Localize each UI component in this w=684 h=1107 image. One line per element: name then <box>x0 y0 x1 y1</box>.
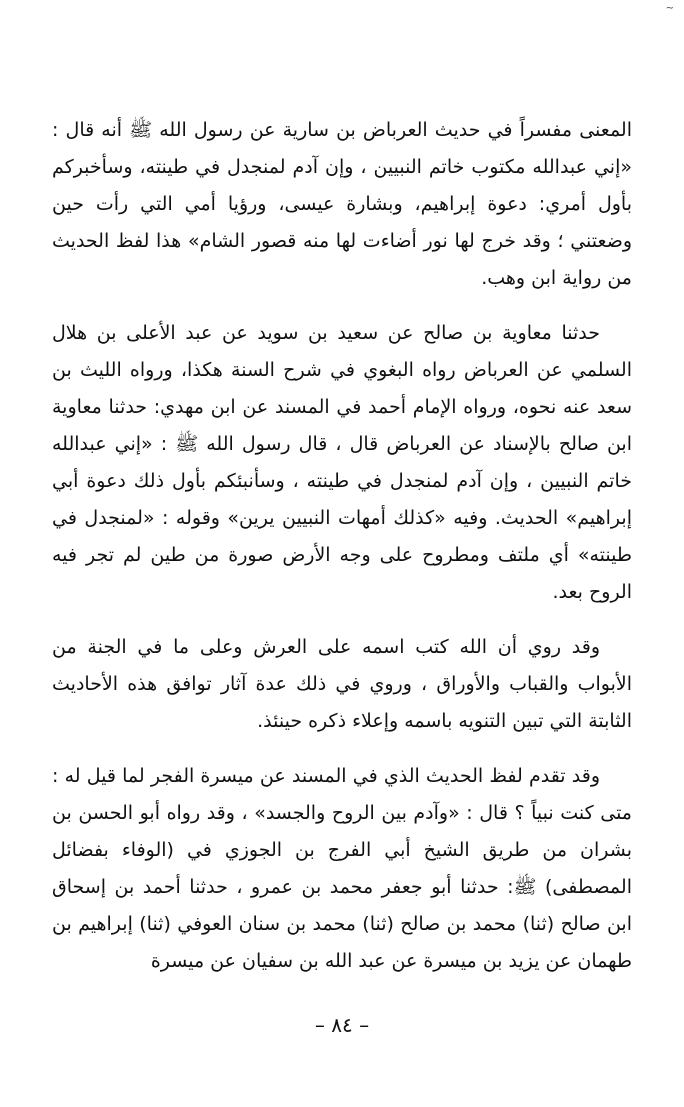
paragraph-3: وقد روي أن الله كتب اسمه على العرش وعلى ما في الجنة من الأبواب والقباب والأوراق ، وروي في ذلك عدة آثار توافق هذه الأحاديث الثابتة التي تبين التنويه باسمه وإعلاء ذكره حينئذ. <box>52 636 632 732</box>
page-number: – ٨٤ – <box>314 1013 370 1037</box>
paragraph-1: المعنى مفسراً في حديث العرباض بن سارية عن رسول الله ﷺ أنه قال : «إني عبدالله مكتوب خاتم النبيين ، وإن آدم لمنجدل في طينته، وسأخبركم بأول أمري: دعوة إبراهيم، وبشارة عيسى، ورؤيا أمي التي رأت حين وضعتني ؛ وقد خرج لها نور أضاءت لها منه قصور الشام» هذا لفظ الحديث من رواية ابن وهب. <box>52 119 632 289</box>
paragraph-2: حدثنا معاوية بن صالح عن سعيد بن سويد عن عبد الأعلى بن هلال السلمي عن العرباض رواه البغوي في شرح السنة هكذا، ورواه الليث بن سعد عنه نحوه، ورواه الإمام أحمد في المسند عن ابن مهدي: حدثنا معاوية ابن صالح بالإسناد عن العرباض قال ، قال رسول الله ﷺ : «إني عبدالله خاتم النبيين ، وإن آدم لمنجدل في طينته ، وسأنبئكم بأول ذلك دعوة أبي إبراهيم» الحديث. وفيه «كذلك أمهات النبيين يرين» وقوله : «لمنجدل في طينته» أي ملتف ومطروح على وجه الأرض صورة من طين لم تجر فيه الروح بعد. <box>52 322 632 603</box>
page-body <box>52 112 632 998</box>
paragraph-4: وقد تقدم لفظ الحديث الذي في المسند عن ميسرة الفجر لما قيل له : متى كنت نبياً ؟ قال : «وآدم بين الروح والجسد» ، وقد رواه أبو الحسن بن بشران من طريق الشيخ أبي الفرج بن الجوزي في (الوفاء بفضائل المصطفى) ﷺ: حدثنا أبو جعفر محمد بن عمرو ، حدثنا أحمد بن إسحاق ابن صالح (ثنا) محمد بن صالح (ثنا) محمد بن سنان العوفي (ثنا) إبراهيم بن طهمان عن يزيد بن ميسرة عن عبد الله بن سفيان عن ميسرة <box>52 765 632 972</box>
corner-mark: ~ <box>665 3 674 14</box>
